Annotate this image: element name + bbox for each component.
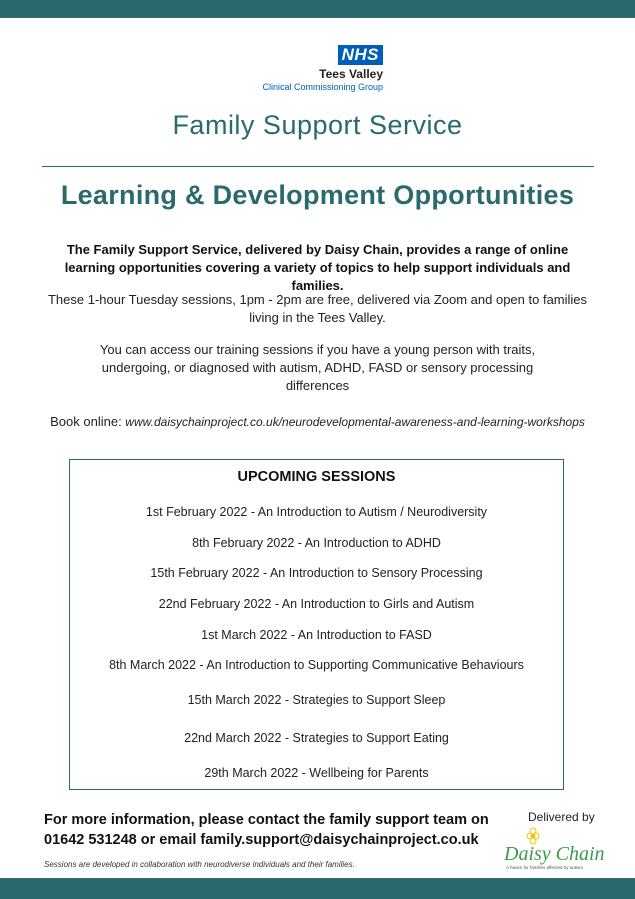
daisy-chain-wordmark: Daisy Chain bbox=[504, 843, 605, 865]
footnote: Sessions are developed in collaboration with neurodiverse individuals and their families. bbox=[44, 860, 355, 869]
title-divider bbox=[42, 166, 594, 167]
session-item: 15th February 2022 - An Introduction to Sensory Processing bbox=[150, 566, 483, 580]
access-info-paragraph: You can access our training sessions if you have a young person with traits, undergoing, or diagnosed with autism, ADHD, FASD or sensory processing differences bbox=[99, 342, 536, 393]
top-band bbox=[0, 0, 635, 18]
session-item: 8th February 2022 - An Introduction to ADHD bbox=[192, 536, 441, 550]
contact-info bbox=[44, 810, 514, 850]
nhs-org-subtitle: Clinical Commissioning Group bbox=[262, 82, 383, 92]
service-title: Family Support Service bbox=[172, 110, 463, 140]
session-item: 29th March 2022 - Wellbeing for Parents bbox=[204, 766, 429, 780]
booking-line bbox=[20, 413, 615, 431]
session-item: 15th March 2022 - Strategies to Support Sleep bbox=[187, 693, 446, 707]
daisy-flower-icon bbox=[527, 828, 539, 844]
contact-line-2: 01642 531248 or email family.support@daisychainproject.co.uk bbox=[44, 832, 479, 848]
booking-label: Book online: bbox=[50, 414, 126, 429]
booking-url-link[interactable]: www.daisychainproject.co.uk/neurodevelopmental-awareness-and-learning-workshops bbox=[125, 415, 585, 429]
intro-paragraph: The Family Support Service, delivered by Daisy Chain, provides a range of online learning opportunities covering a variety of topics to help support individuals and families. bbox=[64, 242, 571, 293]
session-item: 22nd March 2022 - Strategies to Support Eating bbox=[184, 731, 449, 745]
page-heading: Learning & Development Opportunities bbox=[60, 180, 575, 210]
session-item: 22nd February 2022 - An Introduction to Girls and Autism bbox=[158, 597, 475, 611]
daisy-chain-tagline: A haven for families affected by autism bbox=[506, 865, 583, 870]
session-item: 1st March 2022 - An Introduction to FASD bbox=[201, 628, 432, 642]
upcoming-sessions-box bbox=[69, 459, 564, 790]
nhs-org-name: Tees Valley bbox=[319, 67, 383, 81]
contact-line-1: For more information, please contact the family support team on bbox=[44, 812, 489, 828]
upcoming-sessions-title: UPCOMING SESSIONS bbox=[237, 469, 396, 485]
daisy-chain-logo bbox=[500, 826, 625, 872]
session-item: 1st February 2022 - An Introduction to Autism / Neurodiversity bbox=[145, 505, 488, 519]
session-item: 8th March 2022 - An Introduction to Supporting Communicative Behaviours bbox=[109, 658, 524, 672]
nhs-logo: NHS bbox=[338, 45, 383, 65]
nhs-logo-block bbox=[262, 45, 383, 92]
bottom-band bbox=[0, 878, 635, 899]
delivered-by-label: Delivered by bbox=[528, 810, 595, 824]
sessions-info-paragraph: These 1-hour Tuesday sessions, 1pm - 2pm are free, delivered via Zoom and open to families living in the Tees Valley. bbox=[47, 292, 588, 325]
